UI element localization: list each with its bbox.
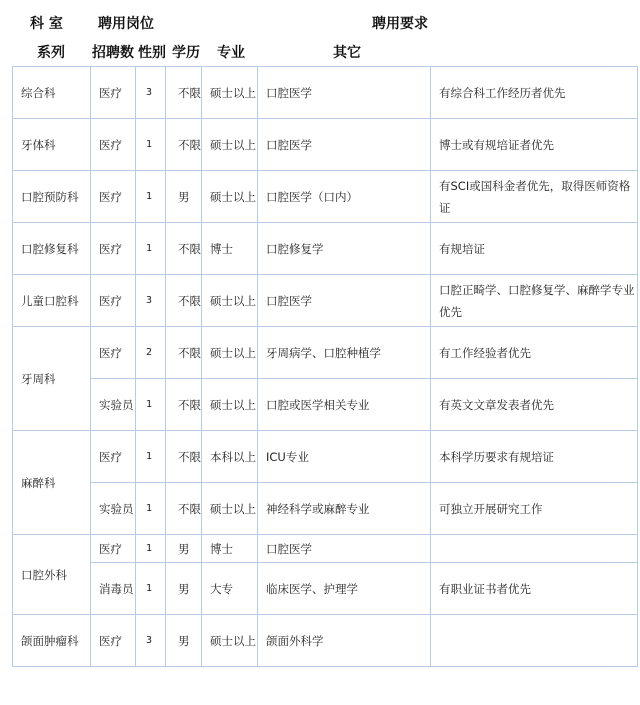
- table-row: [13, 535, 638, 563]
- education-cell: 大专: [202, 563, 258, 615]
- education-cell: 硕士以上: [202, 615, 258, 667]
- series-cell: 医疗: [91, 223, 136, 275]
- count-cell: 1: [136, 483, 166, 535]
- major-cell: 神经科学或麻醉专业: [258, 483, 431, 535]
- dept-cell: 儿童口腔科: [13, 275, 91, 327]
- count-cell: 3: [136, 275, 166, 327]
- major-cell: 颌面外科学: [258, 615, 431, 667]
- header-major: 专业: [217, 45, 245, 61]
- other-cell: 可独立开展研究工作: [431, 483, 638, 535]
- series-cell: 医疗: [91, 275, 136, 327]
- header-dept: 科 室: [30, 16, 63, 32]
- dept-cell: 口腔预防科: [13, 171, 91, 223]
- major-cell: 口腔医学: [258, 275, 431, 327]
- series-cell: 医疗: [91, 431, 136, 483]
- table-row: [13, 431, 638, 483]
- dept-cell: 牙周科: [13, 327, 91, 431]
- table-row: [13, 563, 638, 615]
- other-cell: 有规培证: [431, 223, 638, 275]
- gender-cell: 男: [166, 535, 202, 563]
- header-series: 系列: [37, 45, 65, 61]
- table-row: [13, 171, 638, 223]
- education-cell: 硕士以上: [202, 327, 258, 379]
- gender-cell: 不限: [166, 223, 202, 275]
- other-cell: [431, 615, 638, 667]
- major-cell: 口腔医学: [258, 535, 431, 563]
- header-count: 招聘数: [92, 45, 134, 61]
- gender-cell: 不限: [166, 431, 202, 483]
- other-cell: [431, 535, 638, 563]
- education-cell: 博士: [202, 223, 258, 275]
- gender-cell: 男: [166, 615, 202, 667]
- count-cell: 1: [136, 563, 166, 615]
- table-row: [13, 483, 638, 535]
- recruitment-table: [12, 66, 638, 667]
- count-cell: 1: [136, 223, 166, 275]
- table-row: [13, 379, 638, 431]
- count-cell: 1: [136, 171, 166, 223]
- major-cell: 口腔或医学相关专业: [258, 379, 431, 431]
- table-row: [13, 119, 638, 171]
- gender-cell: 不限: [166, 275, 202, 327]
- count-cell: 1: [136, 379, 166, 431]
- table-row: [13, 327, 638, 379]
- other-cell: 有综合科工作经历者优先: [431, 67, 638, 119]
- count-cell: 2: [136, 327, 166, 379]
- education-cell: 硕士以上: [202, 483, 258, 535]
- count-cell: 3: [136, 67, 166, 119]
- major-cell: 临床医学、护理学: [258, 563, 431, 615]
- series-cell: 消毒员: [91, 563, 136, 615]
- count-cell: 1: [136, 119, 166, 171]
- dept-cell: 牙体科: [13, 119, 91, 171]
- series-cell: 医疗: [91, 171, 136, 223]
- gender-cell: 男: [166, 171, 202, 223]
- education-cell: 硕士以上: [202, 119, 258, 171]
- header-other: 其它: [333, 45, 361, 61]
- other-cell: 有工作经验者优先: [431, 327, 638, 379]
- gender-cell: 不限: [166, 483, 202, 535]
- education-cell: 硕士以上: [202, 67, 258, 119]
- table-row: [13, 223, 638, 275]
- dept-cell: 口腔外科: [13, 535, 91, 615]
- header-requirements: 聘用要求: [372, 16, 428, 32]
- dept-cell: 综合科: [13, 67, 91, 119]
- count-cell: 1: [136, 535, 166, 563]
- header-gender: 性别: [138, 45, 166, 61]
- other-cell: 有英文文章发表者优先: [431, 379, 638, 431]
- table-row: [13, 275, 638, 327]
- series-cell: 医疗: [91, 615, 136, 667]
- series-cell: 实验员: [91, 379, 136, 431]
- series-cell: 实验员: [91, 483, 136, 535]
- education-cell: 硕士以上: [202, 171, 258, 223]
- dept-cell: 麻醉科: [13, 431, 91, 535]
- major-cell: 口腔修复学: [258, 223, 431, 275]
- education-cell: 硕士以上: [202, 275, 258, 327]
- major-cell: 牙周病学、口腔种植学: [258, 327, 431, 379]
- major-cell: 口腔医学: [258, 119, 431, 171]
- gender-cell: 男: [166, 563, 202, 615]
- gender-cell: 不限: [166, 379, 202, 431]
- major-cell: ICU专业: [258, 431, 431, 483]
- table-row: [13, 67, 638, 119]
- education-cell: 本科以上: [202, 431, 258, 483]
- series-cell: 医疗: [91, 119, 136, 171]
- count-cell: 3: [136, 615, 166, 667]
- major-cell: 口腔医学（口内）: [258, 171, 431, 223]
- other-cell: 口腔正畸学、口腔修复学、麻醉学专业优先: [431, 275, 638, 327]
- other-cell: 博士或有规培证者优先: [431, 119, 638, 171]
- series-cell: 医疗: [91, 67, 136, 119]
- gender-cell: 不限: [166, 67, 202, 119]
- header-position: 聘用岗位: [98, 16, 154, 32]
- other-cell: 有职业证书者优先: [431, 563, 638, 615]
- series-cell: 医疗: [91, 535, 136, 563]
- education-cell: 博士: [202, 535, 258, 563]
- dept-cell: 口腔修复科: [13, 223, 91, 275]
- education-cell: 硕士以上: [202, 379, 258, 431]
- gender-cell: 不限: [166, 327, 202, 379]
- series-cell: 医疗: [91, 327, 136, 379]
- other-cell: 有SCI或国科金者优先，取得医师资格证: [431, 171, 638, 223]
- table-row: [13, 615, 638, 667]
- major-cell: 口腔医学: [258, 67, 431, 119]
- header-education: 学历: [172, 45, 200, 61]
- gender-cell: 不限: [166, 119, 202, 171]
- count-cell: 1: [136, 431, 166, 483]
- other-cell: 本科学历要求有规培证: [431, 431, 638, 483]
- dept-cell: 颌面肿瘤科: [13, 615, 91, 667]
